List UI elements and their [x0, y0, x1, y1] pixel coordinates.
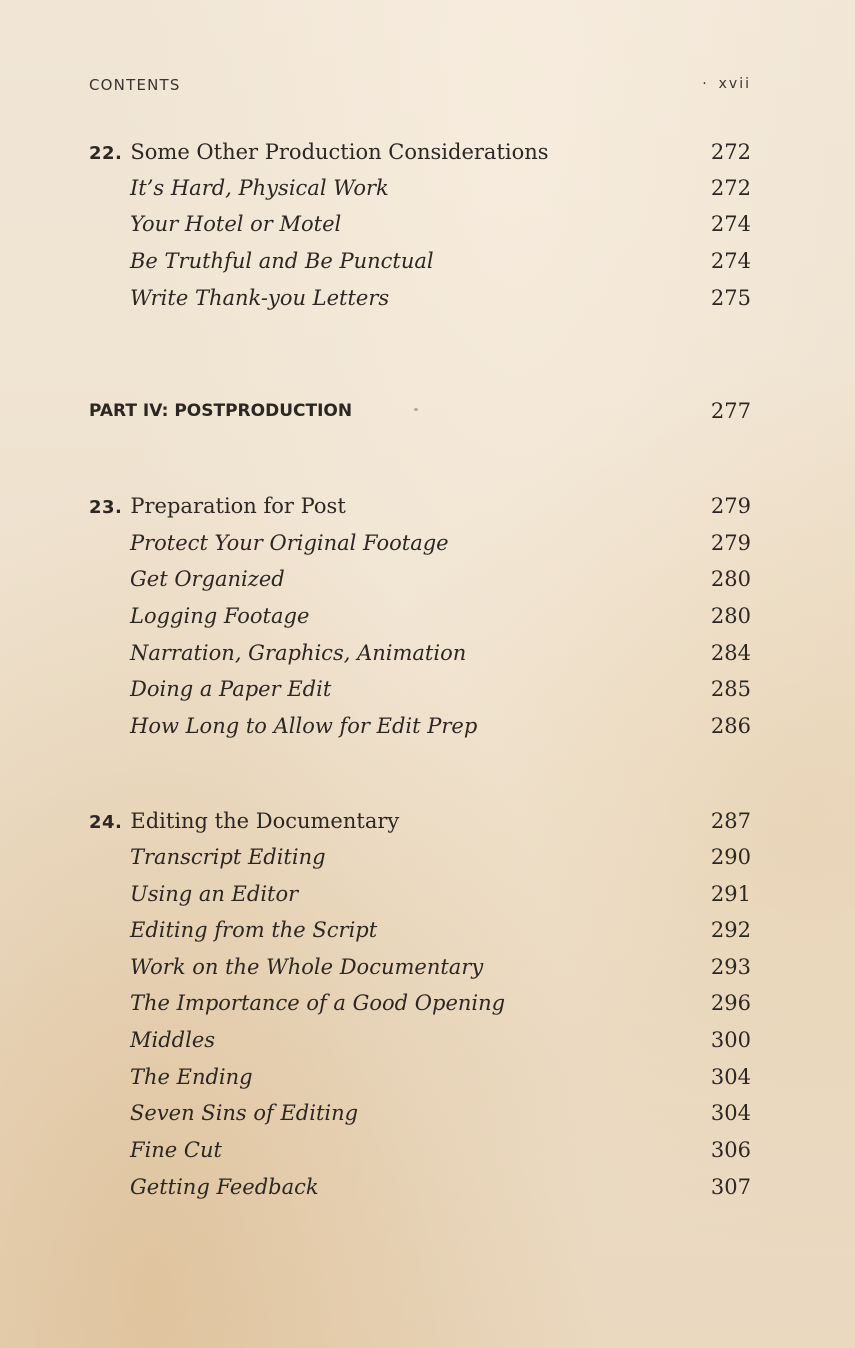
- toc-section: [89, 1172, 751, 1202]
- toc-chapter-23: [89, 491, 751, 521]
- page-number: 275: [710, 286, 751, 310]
- toc-section: [89, 638, 751, 668]
- section-title: The Importance of a Good Opening: [130, 991, 506, 1015]
- section-title: Protect Your Original Footage: [130, 531, 449, 555]
- section-title: Be Truthful and Be Punctual: [130, 249, 434, 273]
- section-title: Logging Footage: [130, 604, 310, 628]
- folio-dot: ·: [702, 76, 709, 92]
- section-title: The Ending: [130, 1065, 253, 1089]
- running-head: [89, 76, 751, 98]
- page-number: 279: [710, 494, 751, 518]
- toc-part-iv: [89, 396, 751, 426]
- chapter-title: Preparation for Post: [130, 494, 346, 518]
- section-title: Narration, Graphics, Animation: [130, 641, 467, 665]
- toc-section: [89, 988, 751, 1018]
- page-number: 304: [710, 1065, 751, 1089]
- page-number: 277: [710, 399, 751, 423]
- section-title: It’s Hard, Physical Work: [130, 176, 389, 200]
- toc-section: [89, 1098, 751, 1128]
- page-number: 300: [710, 1028, 751, 1052]
- toc-section: [89, 842, 751, 872]
- toc-section: [89, 952, 751, 982]
- page-number: 296: [710, 991, 751, 1015]
- chapter-title: Editing the Documentary: [130, 809, 400, 833]
- toc-section: [89, 1135, 751, 1165]
- section-title: Getting Feedback: [130, 1175, 319, 1199]
- paper-speck: [414, 408, 418, 411]
- section-title: Doing a Paper Edit: [130, 677, 332, 701]
- page-number: 285: [710, 677, 751, 701]
- toc-section: [89, 564, 751, 594]
- toc-section: [89, 246, 751, 276]
- chapter-number: 24.: [89, 812, 123, 833]
- toc-section: [89, 173, 751, 203]
- toc-section: [89, 674, 751, 704]
- chapter-number: 23.: [89, 497, 123, 518]
- section-title: Your Hotel or Motel: [130, 212, 342, 236]
- folio-number: xvii: [718, 76, 751, 92]
- toc-section: [89, 528, 751, 558]
- section-title: Transcript Editing: [130, 845, 326, 869]
- page-number: 279: [710, 531, 751, 555]
- section-title: How Long to Allow for Edit Prep: [130, 714, 478, 738]
- running-head-title: CONTENTS: [89, 76, 181, 94]
- section-title: Fine Cut: [130, 1138, 222, 1162]
- page-folio: [702, 76, 751, 92]
- chapter-number: 22.: [89, 143, 123, 164]
- section-title: Write Thank-you Letters: [130, 286, 390, 310]
- toc-section: [89, 711, 751, 741]
- page-number: 274: [710, 249, 751, 273]
- part-title: PART IV: POSTPRODUCTION: [89, 401, 353, 421]
- section-title: Get Organized: [130, 567, 285, 591]
- chapter-title: Some Other Production Considerations: [130, 140, 549, 164]
- page-number: 292: [710, 918, 751, 942]
- page-number: 304: [710, 1101, 751, 1125]
- page-number: 293: [710, 955, 751, 979]
- page-number: 290: [710, 845, 751, 869]
- toc-section: [89, 879, 751, 909]
- section-title: Seven Sins of Editing: [130, 1101, 359, 1125]
- toc-section: [89, 601, 751, 631]
- page-number: 274: [710, 212, 751, 236]
- toc-section: [89, 1062, 751, 1092]
- page-number: 307: [710, 1175, 751, 1199]
- toc-chapter-24: [89, 806, 751, 836]
- toc-section: [89, 1025, 751, 1055]
- page-number: 272: [710, 176, 751, 200]
- page-number: 280: [710, 567, 751, 591]
- section-title: Middles: [130, 1028, 216, 1052]
- section-title: Using an Editor: [130, 882, 299, 906]
- toc-chapter-22: [89, 137, 751, 167]
- section-title: Editing from the Script: [130, 918, 378, 942]
- page-number: 286: [710, 714, 751, 738]
- page-number: 306: [710, 1138, 751, 1162]
- toc-section: [89, 915, 751, 945]
- page-number: 280: [710, 604, 751, 628]
- page-number: 284: [710, 641, 751, 665]
- page-number: 287: [710, 809, 751, 833]
- section-title: Work on the Whole Documentary: [130, 955, 484, 979]
- page-number: 291: [710, 882, 751, 906]
- toc-section: [89, 209, 751, 239]
- toc-section: [89, 283, 751, 313]
- page-number: 272: [710, 140, 751, 164]
